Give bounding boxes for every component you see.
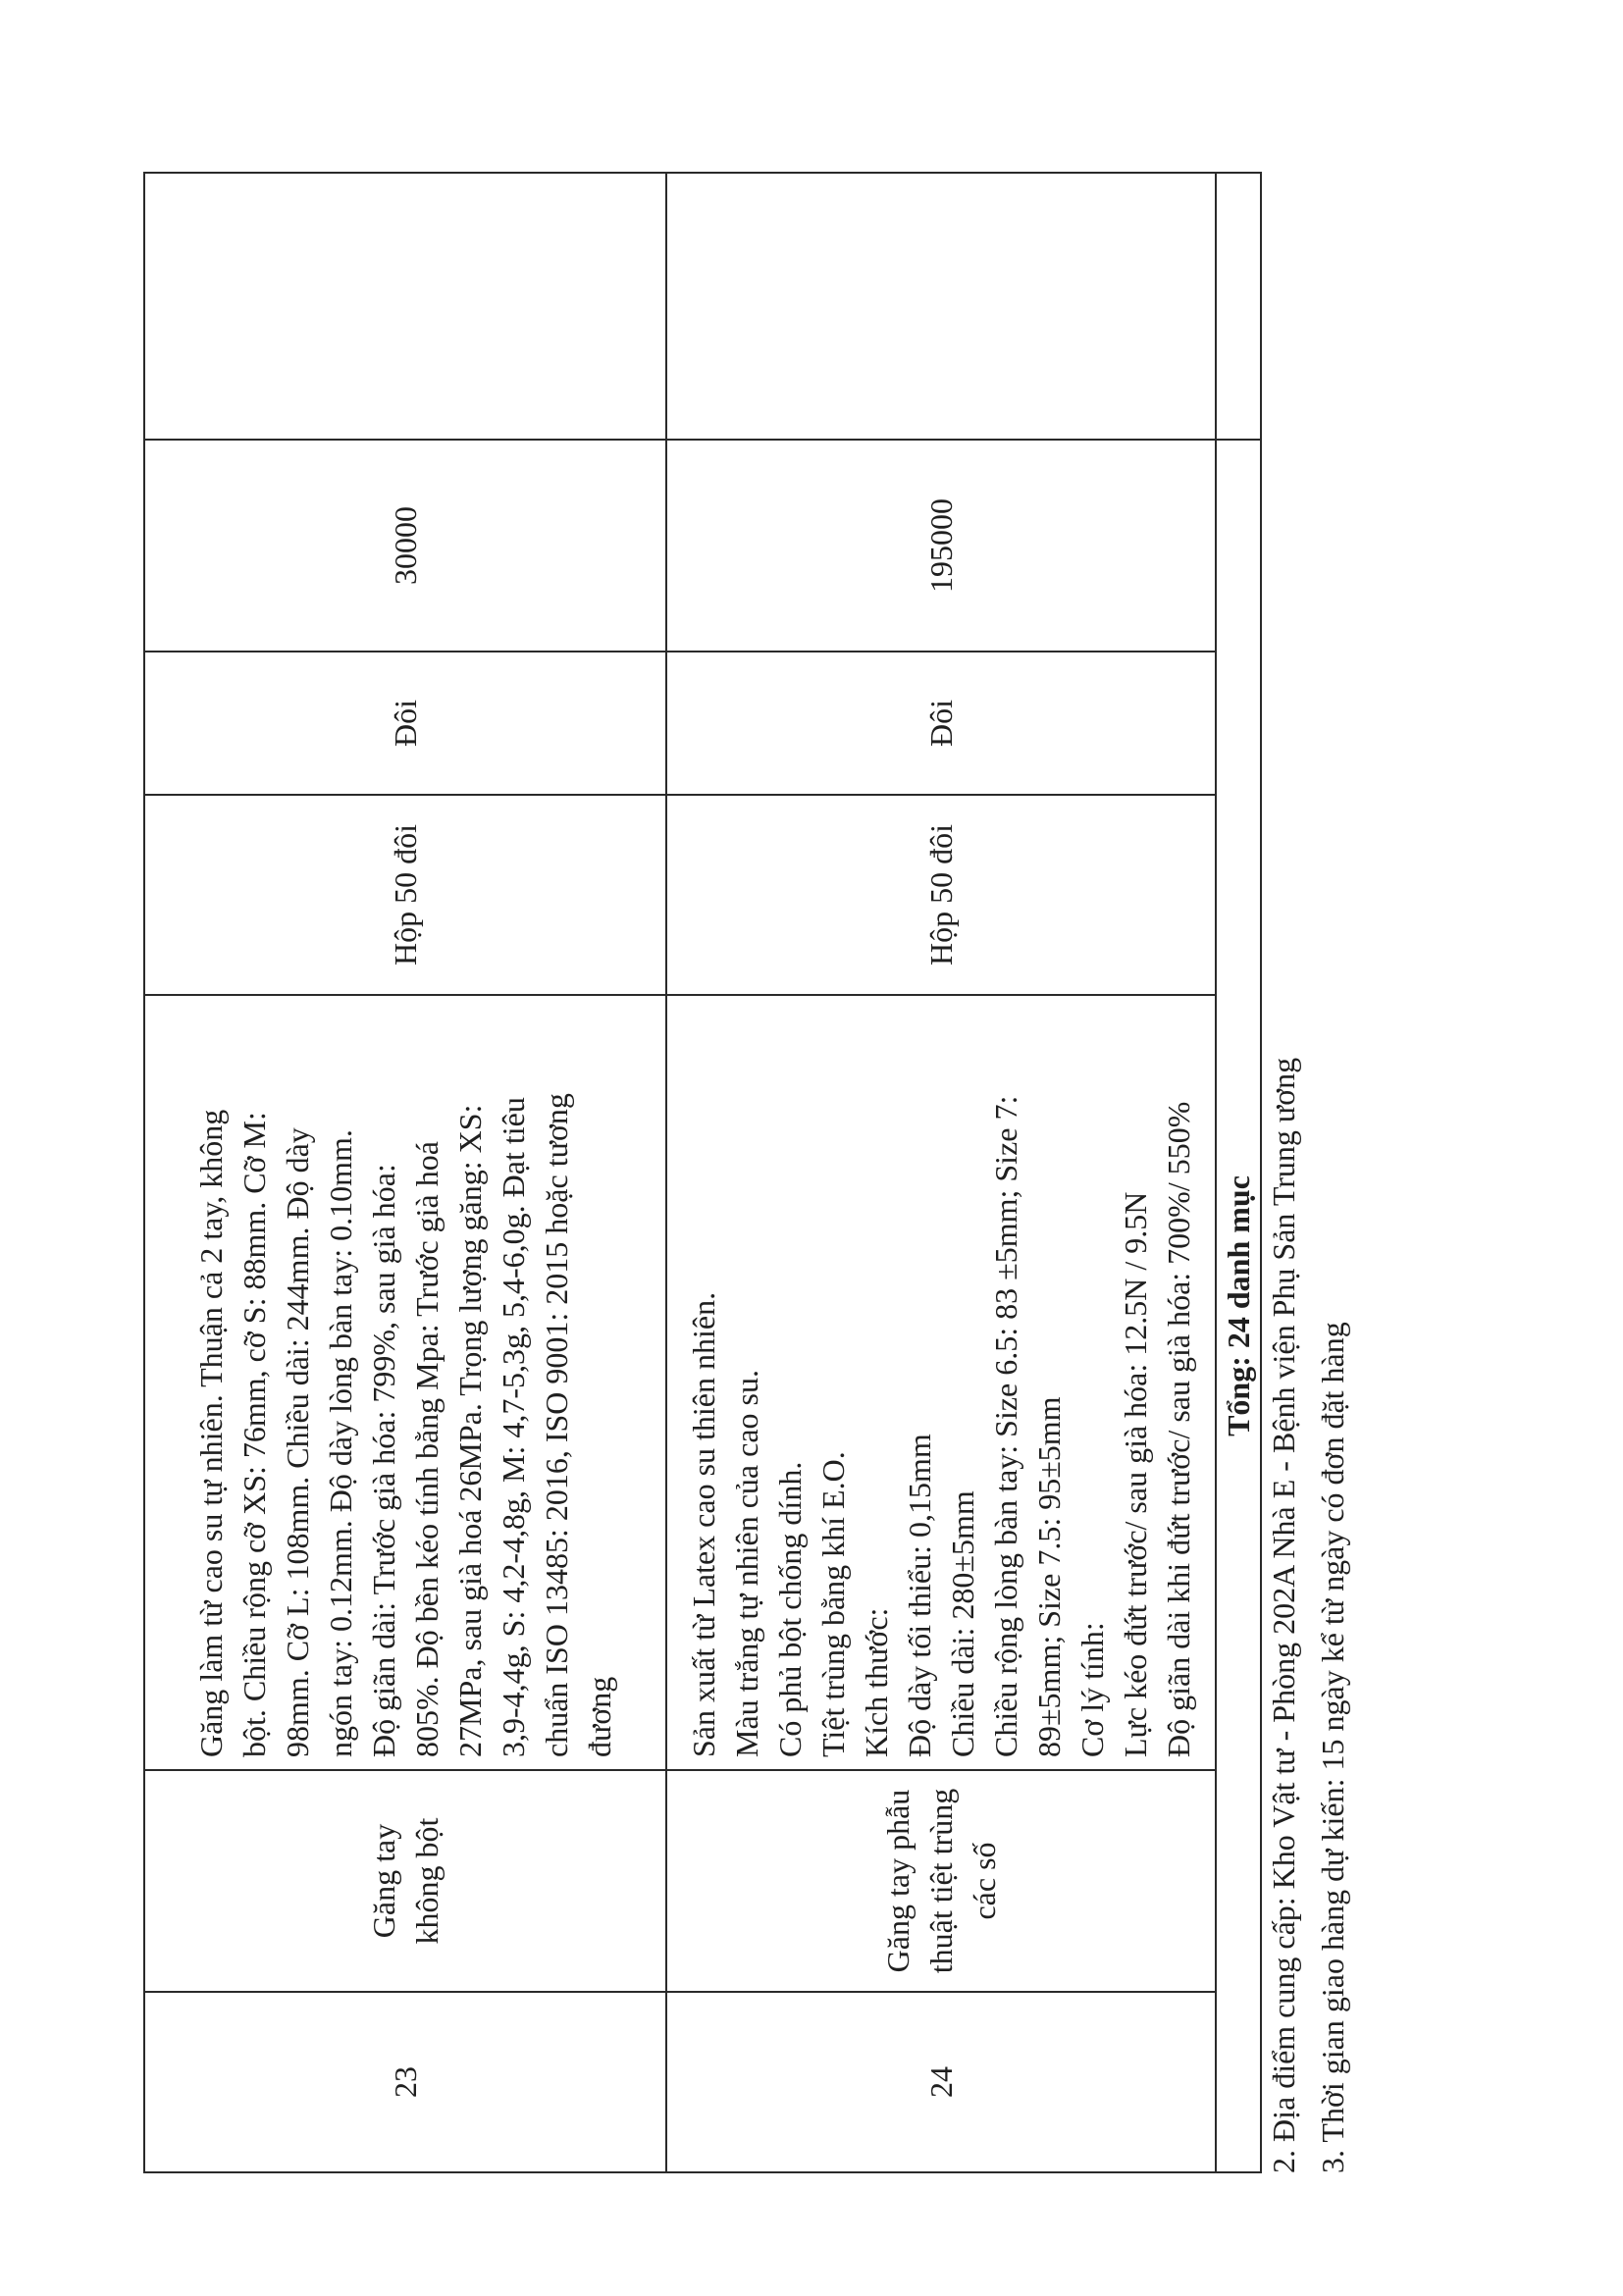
spec-line: Lực kéo đứt trước/ sau già hóa: 12.5N / 9.5N xyxy=(1118,1191,1153,1757)
spec-line: ngón tay: 0.12mm. Độ dày lòng bàn tay: 0.10mm. xyxy=(323,1129,358,1757)
row-quantity: 30000 xyxy=(144,440,666,652)
spec-line: Kích thước: xyxy=(859,1607,894,1757)
row-note xyxy=(666,173,1216,440)
spec-line: Độ dày tối thiểu: 0,15mm xyxy=(902,1434,937,1757)
total-row xyxy=(1216,173,1261,2172)
table-row xyxy=(144,173,666,2172)
spec-line: 27MPa, sau già hoá 26MPa. Trọng lượng găng: XS: xyxy=(452,1104,488,1757)
spec-line: 805%. Độ bền kéo tính bằng Mpa: Trước già hoá xyxy=(409,1141,445,1757)
row-stt: 24 xyxy=(666,1992,1216,2172)
row-unit: Đôi xyxy=(144,652,666,795)
spec-line: Màu trắng tự nhiên của cao su. xyxy=(729,1370,764,1757)
spec-line: 98mm. Cỡ L: 108mm. Chiều dài: 244mm. Độ dày xyxy=(280,1127,315,1757)
row-item-name: Găng tay không bột xyxy=(144,1770,666,1992)
row-stt: 23 xyxy=(144,1992,666,2172)
spec-line: Độ giãn dài khi đứt trước/ sau già hóa: 700%/ 550% xyxy=(1161,1101,1196,1757)
table-row xyxy=(666,173,1216,2172)
spec-line: Có phủ bột chống dính. xyxy=(772,1461,808,1757)
spec-line: đương xyxy=(582,1676,617,1757)
total-blank-cell xyxy=(1216,173,1261,440)
spec-line: chuẩn ISO 13485: 2016, ISO 9001: 2015 hoặc tương xyxy=(539,1093,574,1757)
item-table xyxy=(143,172,1262,2173)
spec-line: Tiệt trùng bằng khí E.O. xyxy=(815,1451,851,1757)
row-note xyxy=(144,173,666,440)
row-item-name: Găng tay phẫu thuật tiệt trùng các số xyxy=(666,1770,1216,1992)
spec-line: 3,9-4,4g, S: 4,2-4,8g, M: 4,7-5,3g, 5,4-6,0g. Đạt tiêu xyxy=(496,1097,531,1757)
delivery-time-note: 3. Thời gian giao hàng dự kiến: 15 ngày kể từ ngày có đơn đặt hàng xyxy=(1315,1322,1350,2173)
spec-line: Sản xuất từ Latex cao su thiên nhiên. xyxy=(686,1291,721,1757)
row-unit: Đôi xyxy=(666,652,1216,795)
spec-line: Găng làm từ cao su tự nhiên. Thuận cả 2 tay, không xyxy=(193,1109,229,1757)
spec-line: Chiều rộng lòng bàn tay: Size 6.5: 83 ±5mm; Size 7: xyxy=(988,1095,1023,1757)
spec-line: Cơ lý tính: xyxy=(1074,1622,1110,1757)
row-packing: Hộp 50 đôi xyxy=(666,795,1216,995)
spec-line: Độ giãn dài: Trước già hóa: 799%, sau già hóa: xyxy=(366,1164,401,1757)
spec-line: bột. Chiều rộng cỡ XS: 76mm, cỡ S: 88mm. Cỡ M: xyxy=(236,1112,272,1757)
row-specification xyxy=(144,995,666,1770)
spec-line: 89±5mm; Size 7.5: 95±5mm xyxy=(1031,1396,1067,1757)
row-packing: Hộp 50 đôi xyxy=(144,795,666,995)
total-label: Tổng: 24 danh mục xyxy=(1216,440,1261,2172)
delivery-location-note: 2. Địa điểm cung cấp: Kho Vật tư - Phòng 202A Nhà E - Bệnh viện Phụ Sản Trung ương xyxy=(1266,1057,1301,2173)
row-specification xyxy=(666,995,1216,1770)
row-quantity: 195000 xyxy=(666,440,1216,652)
spec-line: Chiều dài: 280±5mm xyxy=(945,1490,980,1757)
